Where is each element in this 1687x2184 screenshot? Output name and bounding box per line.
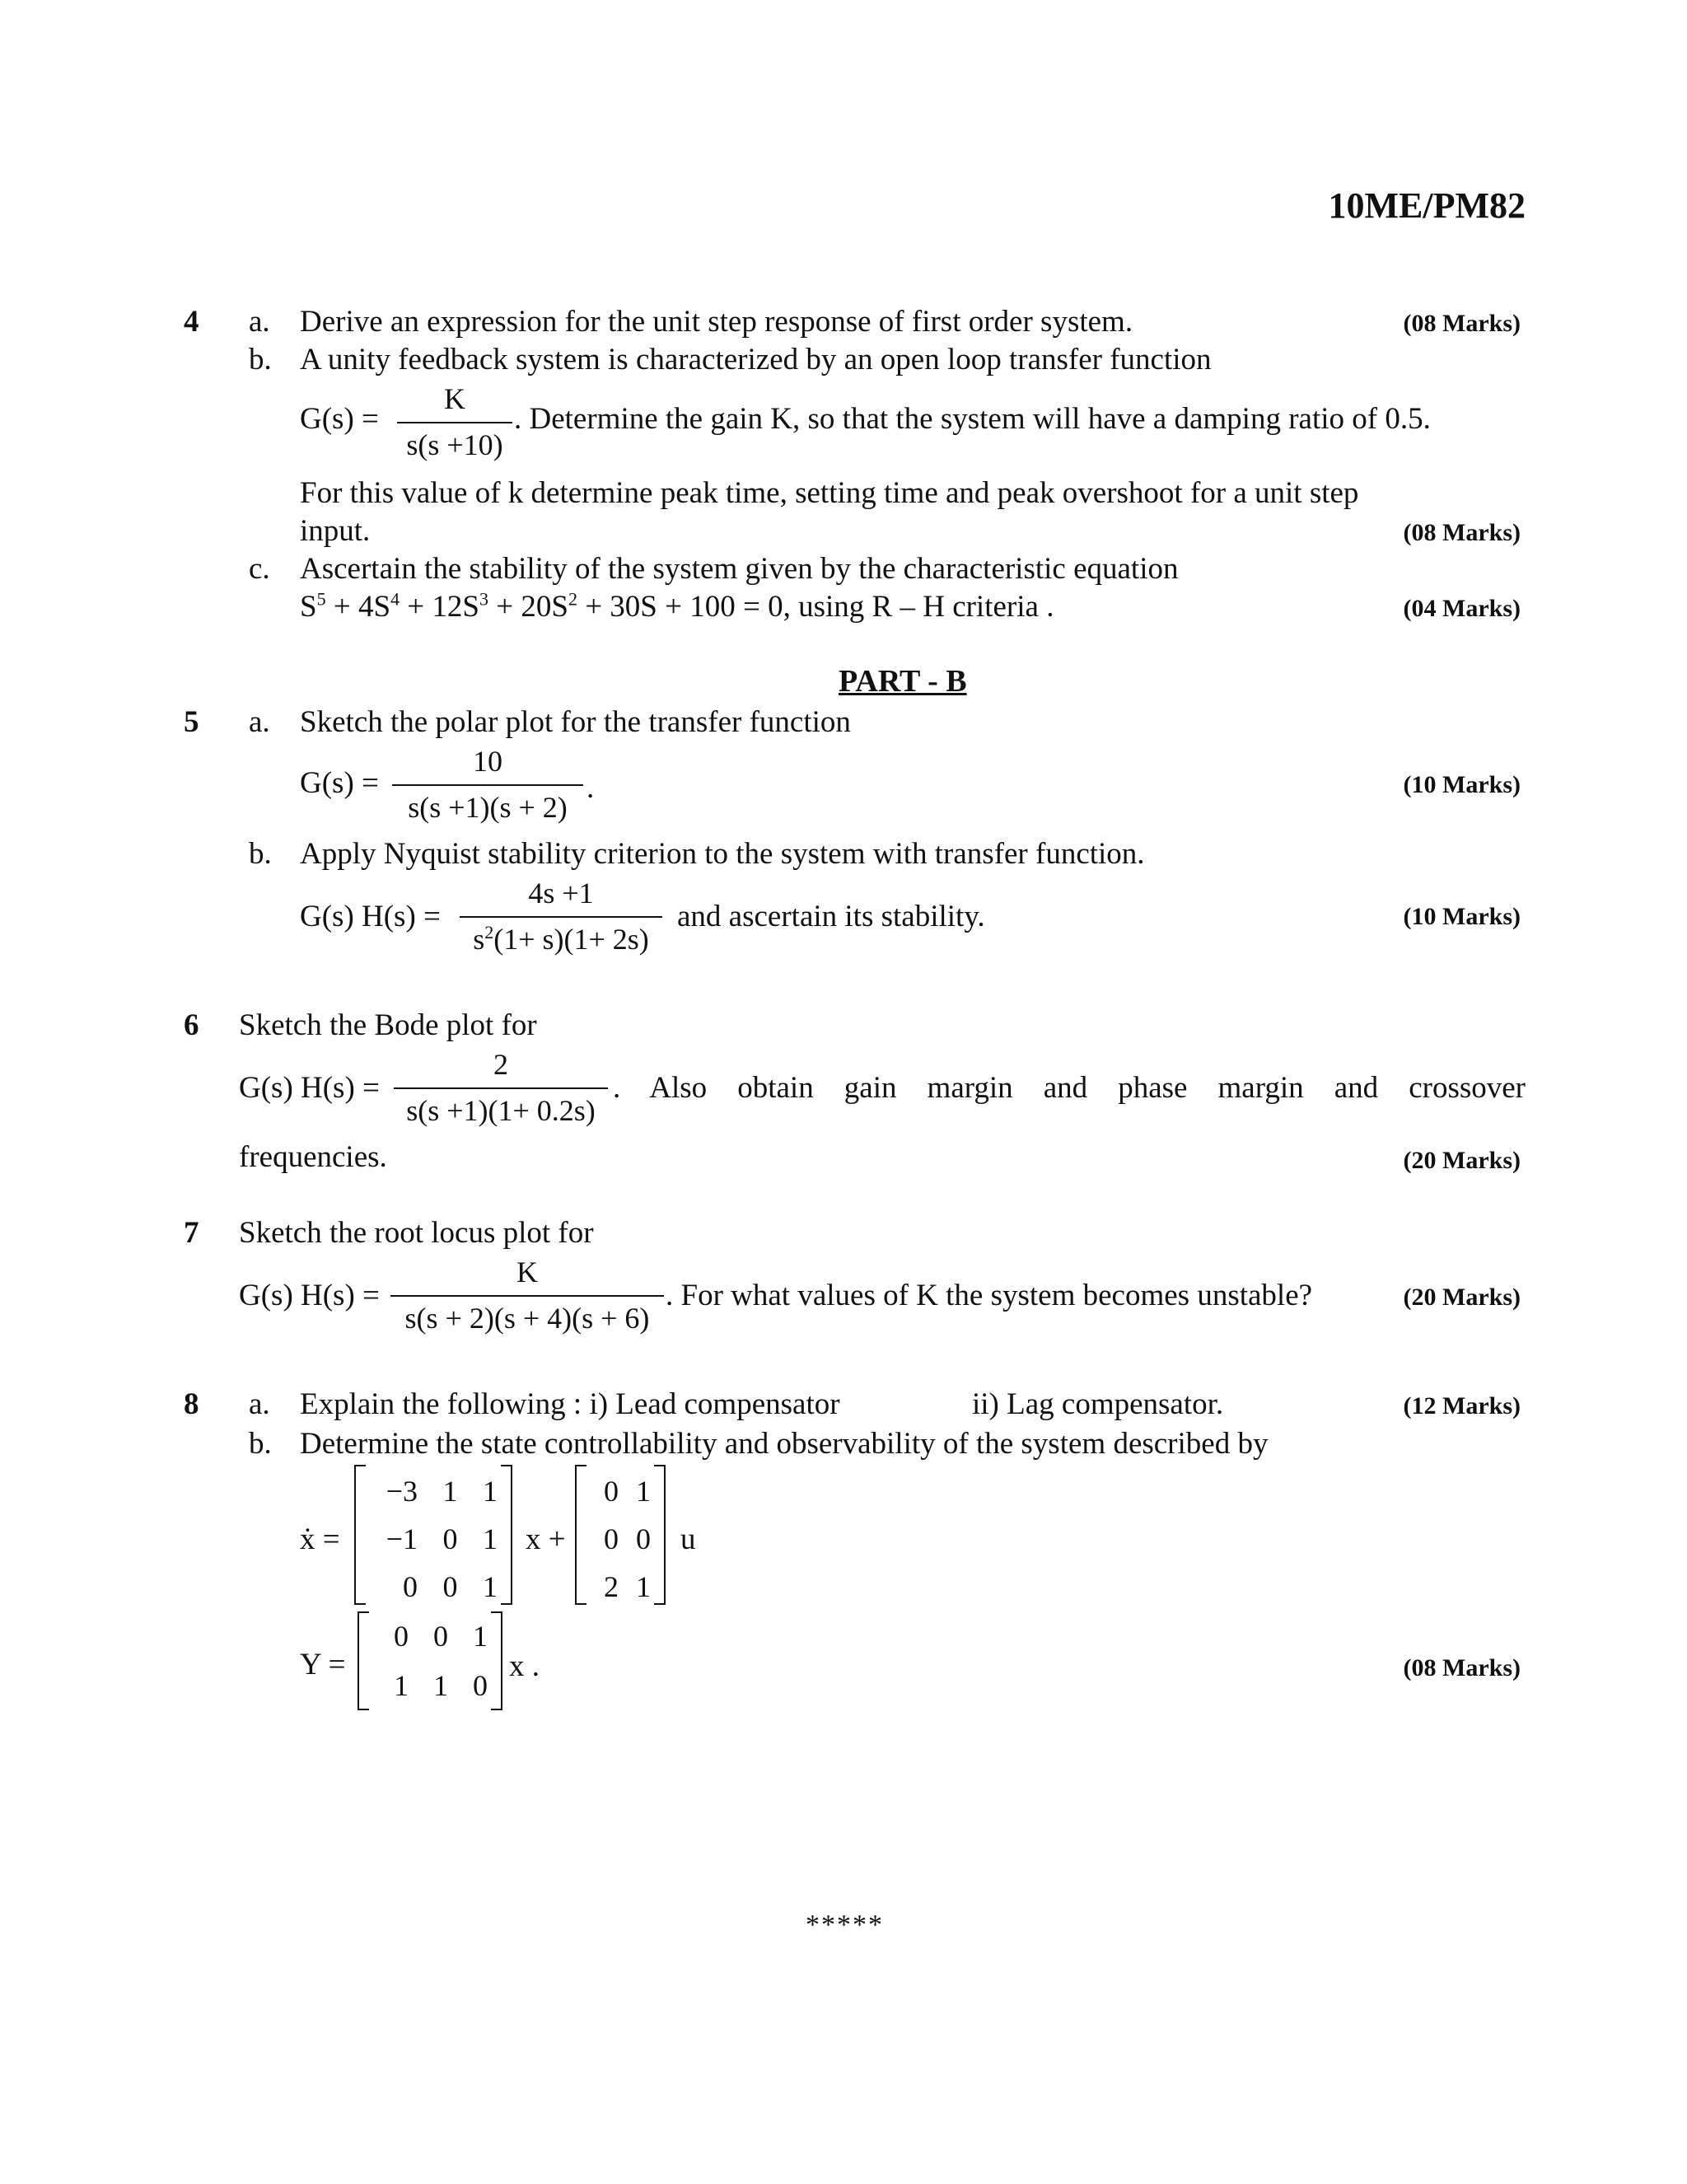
q7-marks: (20 Marks) [1403, 1284, 1521, 1311]
q8b-text: Determine the state controllability and observability of the system described by [300, 1427, 1269, 1461]
matrix-a-cell: −1 [386, 1522, 418, 1555]
question-8-number: 8 [184, 1387, 199, 1421]
paper-code: 10ME/PM82 [1328, 185, 1526, 226]
xdot-lhs: ẋ = [300, 1522, 340, 1556]
q8a-text2: ii) Lag compensator. [972, 1387, 1224, 1421]
matrix-c-left-bracket [357, 1611, 369, 1710]
q4b-label: b. [249, 343, 272, 376]
matrix-c-cell: 1 [473, 1620, 488, 1653]
q5b-label: b. [249, 837, 272, 871]
matrix-c [357, 1611, 502, 1710]
q8a-label: a. [249, 1387, 270, 1421]
q8b-marks: (08 Marks) [1403, 1654, 1521, 1681]
matrix-c-cell: 1 [394, 1669, 409, 1702]
matrix-b-cell: 0 [636, 1522, 651, 1555]
x-plus: x + [526, 1522, 566, 1556]
matrix-b-cell: 0 [604, 1522, 619, 1555]
q5a-numerator: 10 [473, 745, 502, 778]
q6-tail: . Also obtain gain margin and phase margin and crossover [613, 1071, 1526, 1105]
q5a-label: a. [249, 705, 270, 739]
part-b-heading: PART - B [839, 664, 967, 699]
q7-numerator: K [516, 1256, 538, 1288]
q5a-text: Sketch the polar plot for the transfer function [300, 705, 851, 739]
q5b-fraction [460, 878, 662, 954]
matrix-b-cell: 1 [636, 1475, 651, 1508]
matrix-b-cell: 0 [604, 1475, 619, 1508]
matrix-a-left-bracket [354, 1465, 366, 1605]
q5b-denominator: $s^2(1+ s)(1+ 2s)$ [460, 916, 662, 954]
q7-lhs: G(s) H(s) = [239, 1279, 380, 1312]
q4a-label: a. [249, 305, 270, 339]
matrix-a [354, 1465, 512, 1605]
y-lhs: Y = [300, 1648, 346, 1681]
q6-line3: frequencies. [239, 1140, 387, 1174]
q4b-text: A unity feedback system is characterized by an open loop transfer function [300, 343, 1212, 376]
matrix-a-right-bracket [501, 1465, 512, 1605]
q6-fraction [394, 1050, 608, 1125]
q5a-tail: . [586, 771, 595, 805]
matrix-b-right-bracket [654, 1465, 666, 1605]
q6-text: Sketch the Bode plot for [239, 1008, 537, 1042]
q4c-label: c. [249, 552, 270, 586]
matrix-a-cell: 1 [482, 1522, 498, 1555]
q5b-tail: and ascertain its stability. [677, 900, 985, 933]
matrix-a-cell: 1 [482, 1475, 498, 1508]
matrix-c-cell: 0 [394, 1620, 409, 1653]
question-6-number: 6 [184, 1008, 199, 1042]
q4b-tail: . Determine the gain K, so that the system will have a damping ratio of 0.5. [514, 402, 1431, 436]
matrix-a-cell: 0 [442, 1522, 458, 1555]
q8a-marks: (12 Marks) [1403, 1392, 1521, 1419]
q5b-lhs: G(s) H(s) = [300, 900, 441, 933]
matrix-c-cells [369, 1621, 488, 1700]
q7-denominator: s(s + 2)(s + 4)(s + 6) [390, 1295, 664, 1333]
q5a-marks: (10 Marks) [1403, 771, 1521, 798]
matrix-c-right-bracket [491, 1611, 502, 1710]
q5b-text: Apply Nyquist stability criterion to the system with transfer function. [300, 837, 1145, 871]
q5b-numerator: 4s +1 [528, 877, 594, 910]
q4c-equation: $S^5 + 4S^4 + 12S^3 + 20S^2 + 30S + 100 = 0$, using R – H criteria . [300, 588, 1054, 624]
matrix-c-cell: 0 [433, 1620, 448, 1653]
matrix-a-cells [366, 1476, 498, 1602]
matrix-a-cell: 0 [403, 1570, 418, 1603]
end-stars: ***** [806, 1910, 884, 1940]
x-end: x . [509, 1649, 540, 1683]
matrix-c-cell: 1 [433, 1669, 448, 1702]
q5a-denominator: s(s +1)(s + 2) [392, 784, 583, 822]
matrix-b-cell: 2 [604, 1570, 619, 1603]
q6-lhs: G(s) H(s) = [239, 1071, 380, 1105]
matrix-a-cell: 0 [442, 1570, 458, 1603]
q4b-line4: input. [300, 514, 371, 548]
q5b-marks: (10 Marks) [1403, 903, 1521, 930]
q6-numerator: 2 [493, 1048, 508, 1081]
q7-tail: . For what values of K the system becomes unstable? [666, 1279, 1313, 1312]
q4b-marks: (08 Marks) [1403, 519, 1521, 546]
matrix-c-cell: 0 [473, 1669, 488, 1702]
matrix-a-cell: −3 [386, 1475, 418, 1508]
q4b-numerator: K [444, 382, 465, 415]
q7-fraction [390, 1257, 664, 1333]
q4a-marks: (08 Marks) [1403, 310, 1521, 337]
question-7-number: 7 [184, 1216, 199, 1250]
q7-text: Sketch the root locus plot for [239, 1216, 594, 1250]
q4a-text: Derive an expression for the unit step response of first order system. [300, 305, 1133, 339]
q4b-fraction [397, 384, 512, 460]
q6-denominator: s(s +1)(1+ 0.2s) [394, 1087, 608, 1125]
q4c-marks: (04 Marks) [1403, 595, 1521, 622]
matrix-a-cell: 1 [442, 1475, 458, 1508]
matrix-b-cells [586, 1476, 651, 1602]
q5a-lhs: G(s) = [300, 766, 379, 800]
q4c-text: Ascertain the stability of the system given by the characteristic equation [300, 552, 1179, 586]
matrix-b-left-bracket [575, 1465, 586, 1605]
question-4-number: 4 [184, 305, 199, 339]
question-5-number: 5 [184, 705, 199, 739]
q4b-denominator: s(s +10) [397, 422, 512, 460]
matrix-b [575, 1465, 666, 1605]
input-u: u [680, 1522, 696, 1556]
q4b-line3: For this value of k determine peak time, setting time and peak overshoot for a unit step [300, 476, 1359, 510]
matrix-a-cell: 1 [482, 1570, 498, 1603]
q6-marks: (20 Marks) [1403, 1147, 1521, 1174]
matrix-b-cell: 1 [636, 1570, 651, 1603]
q8a-text: Explain the following : i) Lead compensator [300, 1387, 840, 1421]
q4b-lhs: G(s) = [300, 402, 379, 436]
q8b-label: b. [249, 1427, 272, 1461]
q5a-fraction [392, 746, 583, 822]
